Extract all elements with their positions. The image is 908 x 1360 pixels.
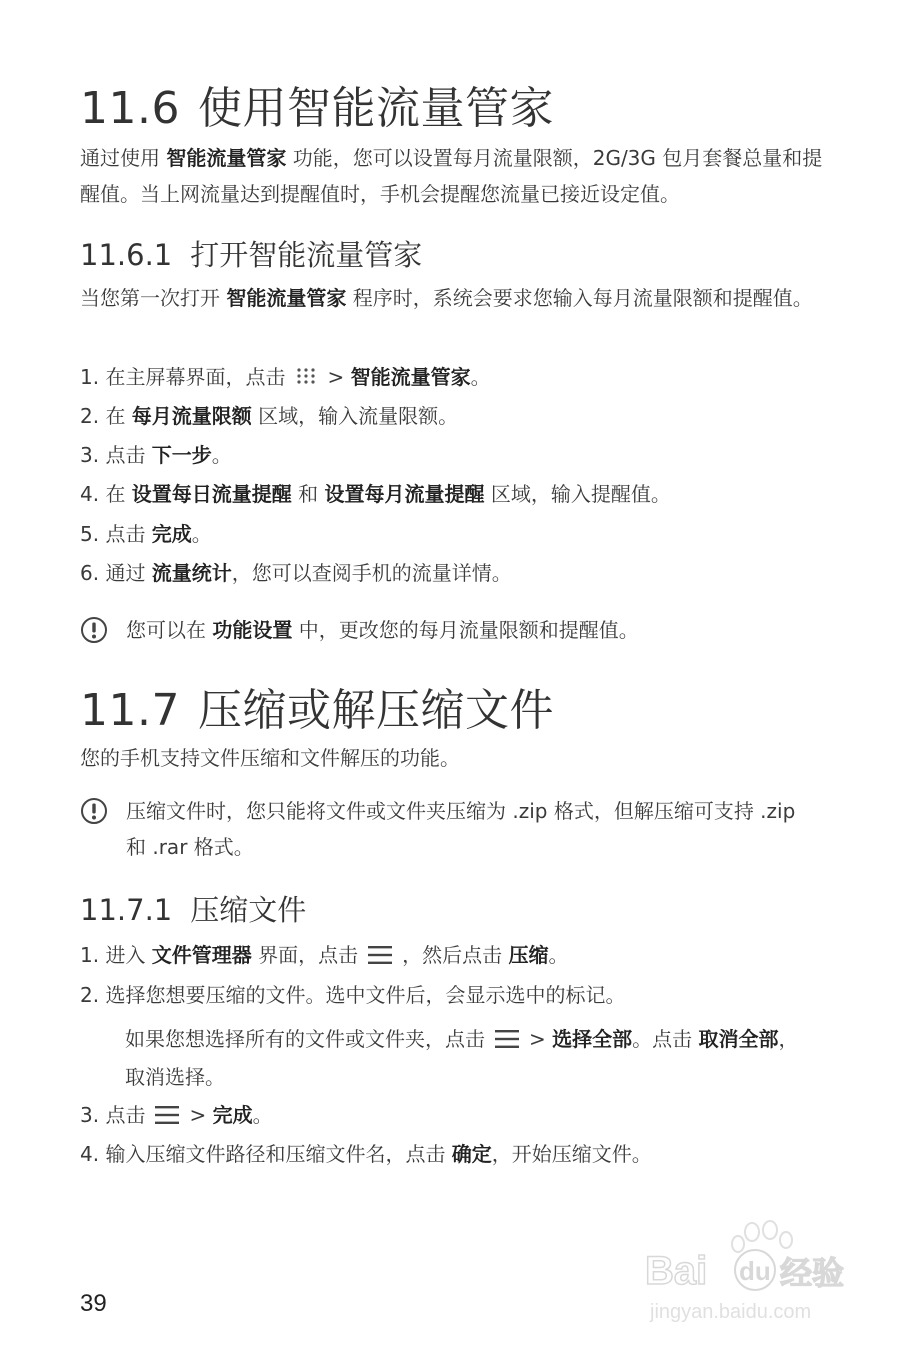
step-3: 3. 点击 下一步。 xyxy=(80,443,232,467)
note-callout: 您可以在 功能设置 中，更改您的每月流量限额和提醒值。 xyxy=(80,612,820,648)
menu-icon xyxy=(495,1023,519,1059)
watermark-url: jingyan.baidu.com xyxy=(650,1301,812,1323)
menu-icon xyxy=(155,1102,179,1132)
apps-grid-icon xyxy=(295,364,317,394)
section-heading-11-7: 11.7 压缩或解压缩文件 xyxy=(80,685,554,736)
subsection-heading-11-7-1: 11.7.1 压缩文件 xyxy=(80,893,307,927)
paw-icon xyxy=(732,1221,792,1252)
step-2: 2. 选择您想要压缩的文件。选中文件后，会显示选中的标记。 xyxy=(80,983,626,1007)
subsection-intro: 当您第一次打开 智能流量管家 程序时，系统会要求您输入每月流量限额和提醒值。 xyxy=(80,286,813,310)
watermark-cn: 经验 xyxy=(780,1254,845,1292)
watermark-brand: Bai xyxy=(645,1249,708,1293)
step-2-detail: 如果您想选择所有的文件或文件夹，点击 > 选择全部。点击 取消全部，取消选择。 xyxy=(125,1021,815,1095)
step-4: 4. 输入压缩文件路径和压缩文件名，点击 确定，开始压缩文件。 xyxy=(80,1142,652,1166)
step-1: 1. 进入 文件管理器 界面，点击 ，然后点击 压缩。 xyxy=(80,940,840,972)
note-callout: 压缩文件时，您只能将文件或文件夹压缩为 .zip 格式，但解压缩可支持 .zip 和 .rar 格式。 xyxy=(80,793,820,865)
step-4: 4. 在 设置每日流量提醒 和 设置每月流量提醒 区域，输入提醒值。 xyxy=(80,482,671,506)
subsection-heading-11-6-1: 11.6.1 打开智能流量管家 xyxy=(80,238,423,272)
menu-icon xyxy=(368,942,392,972)
step-1: 1. 在主屏幕界面，点击 > 智能流量管家。 xyxy=(80,362,840,394)
section-heading-11-6: 11.6 使用智能流量管家 xyxy=(80,83,554,134)
page-number: 39 xyxy=(80,1290,107,1317)
section-intro: 通过使用 智能流量管家 功能，您可以设置每月流量限额，2G/3G 包月套餐总量和提醒值。当上网流量达到提醒值时，手机会提醒您流量已接近设定值。 xyxy=(80,146,823,206)
step-2: 2. 在 每月流量限额 区域，输入流量限额。 xyxy=(80,404,459,428)
exclamation-icon xyxy=(80,797,108,825)
watermark-du: du xyxy=(739,1256,771,1286)
step-3: 3. 点击 > 完成。 xyxy=(80,1100,840,1132)
baidu-watermark xyxy=(640,1218,860,1328)
step-6: 6. 通过 流量统计，您可以查阅手机的流量详情。 xyxy=(80,561,512,585)
section-intro: 您的手机支持文件压缩和文件解压的功能。 xyxy=(80,746,460,770)
step-5: 5. 点击 完成。 xyxy=(80,522,212,546)
exclamation-icon xyxy=(80,616,108,644)
